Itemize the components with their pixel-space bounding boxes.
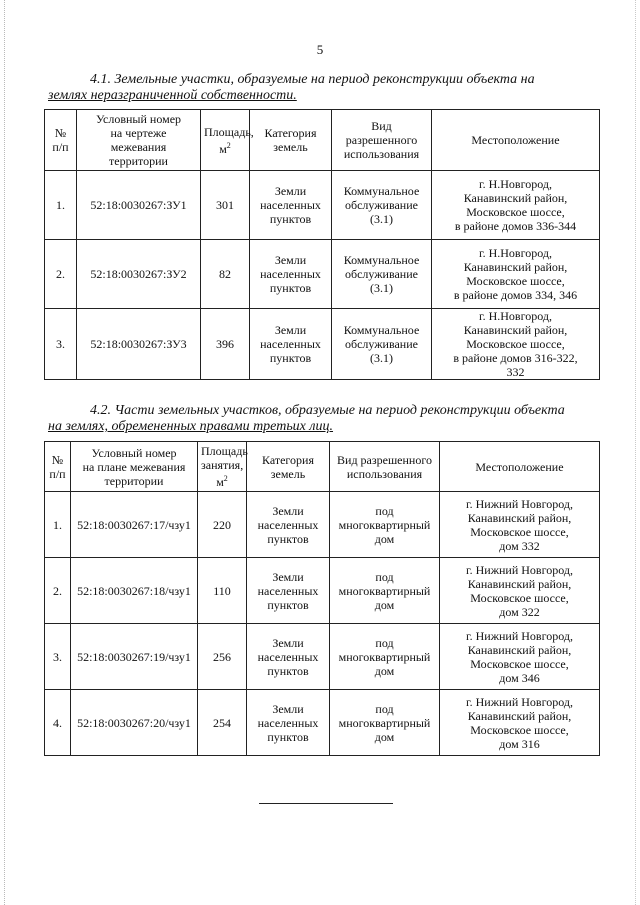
header-occupied-area: Площадь занятия, $м^2$ (198, 442, 247, 492)
permitted-use: Коммунальное обслуживание (3.1) (332, 309, 432, 380)
section-4-1-number: 4.1. (90, 72, 111, 87)
header-location: Местоположение (440, 442, 600, 492)
land-category: Земли населенных пунктов (247, 558, 330, 624)
table-row (45, 240, 600, 309)
header-cadastral-number: Условный номер на плане межевания территории (71, 442, 198, 492)
row-num: 3. (45, 624, 71, 690)
location: г. Н.Новгород, Канавинский район, Московское шоссе, в районе домов 316-322, 332 (432, 309, 600, 380)
cadastral-number: 52:18:0030267:ЗУ1 (77, 171, 201, 240)
table-header-row (45, 110, 600, 171)
location: г. Н.Новгород, Канавинский район, Московское шоссе, в районе домов 334, 346 (432, 240, 600, 309)
table-row (45, 492, 600, 558)
location: г. Нижний Новгород, Канавинский район, Московское шоссе, дом 316 (440, 690, 600, 756)
header-cadastral-number: Условный номер на чертеже межевания территории (77, 110, 201, 171)
area-value: 254 (198, 690, 247, 756)
row-num: 2. (45, 558, 71, 624)
permitted-use: под многоквартирный дом (330, 492, 440, 558)
section-4-1-title-line1: Земельные участки, образуемые на период реконструкции объекта на (114, 72, 535, 87)
section-4-1-title-line2: землях неразграниченной собственности. (48, 88, 297, 103)
row-num: 1. (45, 492, 71, 558)
table-row (45, 309, 600, 380)
section-4-2-title-line1: Части земельных участков, образуемые на период реконструкции объекта (114, 403, 565, 418)
permitted-use: под многоквартирный дом (330, 624, 440, 690)
permitted-use: Коммунальное обслуживание (3.1) (332, 171, 432, 240)
area-value: 220 (198, 492, 247, 558)
footer-separator-line (259, 803, 393, 804)
page-number: 5 (316, 42, 324, 57)
header-permitted-use: Вид разрешенного использования (330, 442, 440, 492)
section-4-2-heading (48, 403, 608, 435)
table-row (45, 558, 600, 624)
cadastral-number: 52:18:0030267:19/чзу1 (71, 624, 198, 690)
area-value: 110 (198, 558, 247, 624)
header-num: № п/п (45, 442, 71, 492)
location: г. Нижний Новгород, Канавинский район, Московское шоссе, дом 346 (440, 624, 600, 690)
area-value: 256 (198, 624, 247, 690)
header-location: Местоположение (432, 110, 600, 171)
section-4-2-title-line2: на землях, обремененных правами третьих лиц. (48, 419, 334, 434)
permitted-use: под многоквартирный дом (330, 558, 440, 624)
cadastral-number: 52:18:0030267:ЗУ3 (77, 309, 201, 380)
row-num: 3. (45, 309, 77, 380)
row-num: 2. (45, 240, 77, 309)
scan-edge-left (4, 0, 5, 905)
location: г. Нижний Новгород, Канавинский район, Московское шоссе, дом 332 (440, 492, 600, 558)
header-permitted-use: Вид разрешенного использования (332, 110, 432, 171)
land-category: Земли населенных пунктов (247, 690, 330, 756)
table-row (45, 690, 600, 756)
permitted-use: под многоквартирный дом (330, 690, 440, 756)
cadastral-number: 52:18:0030267:20/чзу1 (71, 690, 198, 756)
location: г. Нижний Новгород, Канавинский район, Московское шоссе, дом 322 (440, 558, 600, 624)
cadastral-number: 52:18:0030267:17/чзу1 (71, 492, 198, 558)
table-header-row (45, 442, 600, 492)
section-4-1-heading (48, 72, 608, 104)
section-4-2-number: 4.2. (90, 403, 111, 418)
row-num: 1. (45, 171, 77, 240)
area-value: 396 (201, 309, 250, 380)
land-category: Земли населенных пунктов (250, 171, 332, 240)
land-category: Земли населенных пунктов (247, 492, 330, 558)
land-plots-table (44, 109, 600, 380)
header-land-category: Категория земель (247, 442, 330, 492)
cadastral-number: 52:18:0030267:ЗУ2 (77, 240, 201, 309)
header-num: № п/п (45, 110, 77, 171)
land-category: Земли населенных пунктов (250, 309, 332, 380)
header-area: Площадь, $м^2$ (201, 110, 250, 171)
table-row (45, 624, 600, 690)
scan-edge-right (635, 0, 636, 905)
table-row (45, 171, 600, 240)
land-category: Земли населенных пунктов (247, 624, 330, 690)
area-value: 301 (201, 171, 250, 240)
row-num: 4. (45, 690, 71, 756)
header-land-category: Категория земель (250, 110, 332, 171)
area-value: 82 (201, 240, 250, 309)
cadastral-number: 52:18:0030267:18/чзу1 (71, 558, 198, 624)
location: г. Н.Новгород, Канавинский район, Московское шоссе, в районе домов 336-344 (432, 171, 600, 240)
land-category: Земли населенных пунктов (250, 240, 332, 309)
plot-parts-table (44, 441, 600, 756)
permitted-use: Коммунальное обслуживание (3.1) (332, 240, 432, 309)
